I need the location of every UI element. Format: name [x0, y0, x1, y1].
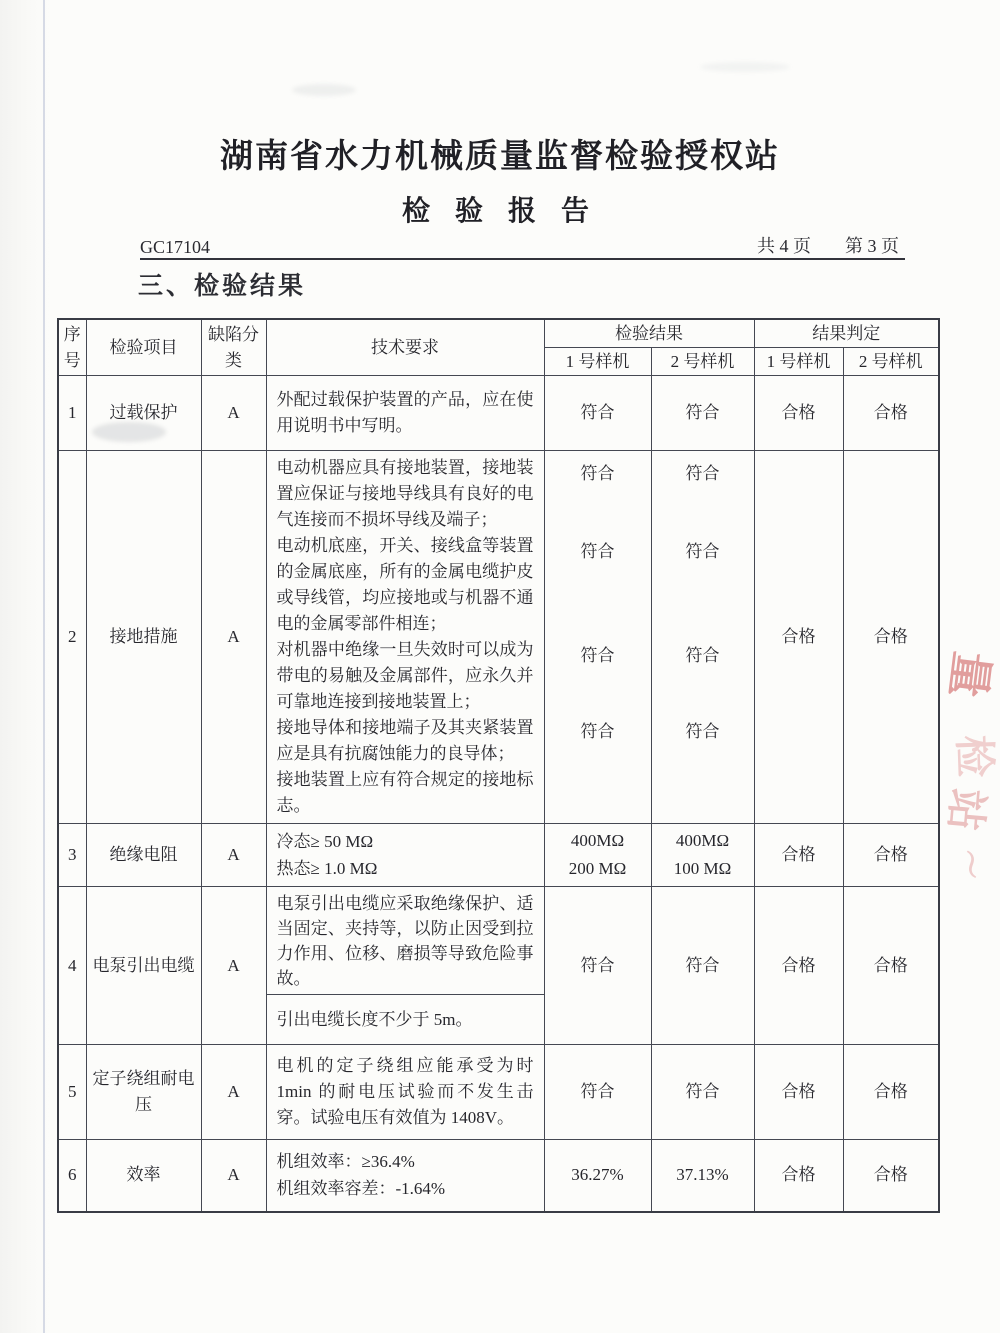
result-mark: 符合	[580, 464, 615, 483]
judge-cell-sample2: 合格	[843, 1045, 939, 1140]
requirement-paragraph: 对机器中绝缘一旦失效时可以成为带电的易触及金属部件，应永久并可靠地连接到接地装置上；	[276, 640, 534, 711]
header-judge-sample1: 1 号样机	[754, 348, 843, 376]
result-cell-sample1	[544, 451, 651, 824]
defect-class-cell: A	[201, 451, 266, 824]
item-cell: 接地措施	[86, 451, 201, 824]
result-cell-sample1: 符合	[544, 1045, 651, 1140]
result-value: 400MΩ	[570, 831, 625, 850]
table-row	[58, 376, 939, 451]
item-cell: 电泵引出电缆	[86, 887, 201, 1045]
inspection-results-table	[57, 318, 940, 1213]
header-result-sample1: 1 号样机	[544, 348, 651, 376]
requirement-cell: 电机的定子绕组应能承受为时 1min 的耐电压试验而不发生击穿。试验电压有效值为 1408V。	[266, 1045, 544, 1140]
header-judgement-group: 结果判定	[754, 319, 939, 348]
requirement-cell: 外配过载保护装置的产品，应在使用说明书中写明。	[266, 376, 544, 451]
current-page: 第 3 页	[845, 236, 899, 256]
header-result-sample2: 2 号样机	[651, 348, 754, 376]
table-row	[58, 824, 939, 887]
defect-class-cell: A	[201, 1140, 266, 1212]
header-judge-sample2: 2 号样机	[843, 348, 939, 376]
org-title: 湖南省水力机械质量监督检验授权站	[220, 139, 780, 175]
header-item: 检验项目	[86, 319, 201, 376]
requirement-line: 机组效率：≥36.4%	[276, 1152, 415, 1172]
defect-class-cell: A	[201, 887, 266, 1045]
result-cell-sample2: 符合	[651, 887, 754, 1045]
section-heading: 三、检验结果	[138, 272, 307, 300]
total-pages: 共 4 页	[757, 236, 811, 256]
judge-cell-sample1: 合格	[754, 1140, 843, 1212]
requirement-line: 冷态≥ 50 MΩ	[276, 832, 374, 851]
requirement-cell	[266, 887, 544, 1045]
report-number-line	[140, 230, 905, 260]
seq-cell: 4	[58, 887, 86, 1045]
judge-cell-sample1: 合格	[754, 376, 843, 451]
seq-cell: 3	[58, 824, 86, 887]
seq-cell: 1	[58, 376, 86, 451]
judge-cell-sample1: 合格	[754, 451, 843, 824]
result-cell-sample1: 符合	[544, 887, 651, 1045]
result-cell-sample1	[544, 824, 651, 887]
result-mark: 符合	[685, 722, 720, 741]
requirement-part: 引出电缆长度不少于 5m。	[276, 1009, 473, 1029]
judge-cell-sample1: 合格	[754, 887, 843, 1045]
result-mark: 符合	[580, 646, 615, 665]
defect-class-cell: A	[201, 376, 266, 451]
seq-cell: 2	[58, 451, 86, 824]
requirement-paragraph: 接地装置上应有符合规定的接地标志。	[276, 770, 534, 815]
requirement-paragraph: 电动机底座，开关、接线盒等装置的金属底座，所有的金属电缆护皮或导线管，均应接地或与机器不通电的金属零部件相连；	[276, 536, 534, 633]
result-mark: 符合	[580, 722, 615, 741]
header-seq: 序号	[58, 319, 86, 376]
header-defect-class: 缺陷分类	[201, 319, 266, 376]
result-cell-sample1: 36.27%	[544, 1140, 651, 1212]
table-row	[58, 887, 939, 1045]
requirement-part: 电泵引出电缆应采取绝缘保护、适当固定、夹持等，以防止因受到拉力作用、位移、磨损等导致危险事故。	[267, 887, 544, 995]
requirement-cell	[266, 824, 544, 887]
red-stamp-fragment: 〜	[950, 846, 989, 883]
result-cell-sample2	[651, 451, 754, 824]
red-stamp-fragment: 检	[949, 734, 997, 778]
result-mark: 符合	[685, 646, 720, 665]
table-row	[58, 1140, 939, 1212]
result-cell-sample2	[651, 824, 754, 887]
header-requirement: 技术要求	[266, 319, 544, 376]
judge-cell-sample1: 合格	[754, 824, 843, 887]
requirement-cell	[266, 451, 544, 824]
judge-cell-sample2: 合格	[843, 1140, 939, 1212]
header-result-group: 检验结果	[544, 319, 754, 348]
table-row	[58, 1045, 939, 1140]
item-cell: 过载保护	[86, 376, 201, 451]
requirement-line: 机组效率容差：-1.64%	[276, 1179, 446, 1199]
judge-cell-sample2: 合格	[843, 376, 939, 451]
result-mark: 符合	[685, 542, 720, 561]
item-cell: 绝缘电阻	[86, 824, 201, 887]
seq-cell: 5	[58, 1045, 86, 1140]
result-cell-sample2: 符合	[651, 1045, 754, 1140]
result-mark: 符合	[685, 464, 720, 483]
item-cell: 效率	[86, 1140, 201, 1212]
table-row	[58, 451, 939, 824]
judge-cell-sample1: 合格	[754, 1045, 843, 1140]
report-number: GC17104	[140, 237, 211, 257]
item-cell: 定子绕组耐电压	[86, 1045, 201, 1140]
page-indicator	[757, 232, 905, 258]
red-stamp-fragment: 站	[940, 786, 990, 833]
result-cell-sample2: 37.13%	[651, 1140, 754, 1212]
requirement-line: 热态≥ 1.0 MΩ	[276, 859, 378, 878]
ink-bleed-smudge	[700, 62, 790, 72]
judge-cell-sample2: 合格	[843, 451, 939, 824]
judge-cell-sample2: 合格	[843, 887, 939, 1045]
report-title: 检 验 报 告	[401, 196, 598, 227]
result-value: 400MΩ	[675, 831, 730, 850]
result-cell-sample1: 符合	[544, 376, 651, 451]
requirement-paragraph: 接地导体和接地端子及其夹紧装置应是具有抗腐蚀能力的良导体；	[276, 718, 534, 763]
seq-cell: 6	[58, 1140, 86, 1212]
ink-bleed-smudge	[292, 84, 356, 96]
judge-cell-sample2: 合格	[843, 824, 939, 887]
table-header	[58, 319, 939, 376]
defect-class-cell: A	[201, 824, 266, 887]
requirement-cell	[266, 1140, 544, 1212]
result-cell-sample2: 符合	[651, 376, 754, 451]
result-mark: 符合	[580, 542, 615, 561]
result-value: 100 MΩ	[673, 859, 732, 878]
requirement-paragraph: 电动机器应具有接地装置，接地装置应保证与接地导线具有良好的电气连接而不损坏导线及端子；	[276, 458, 534, 529]
defect-class-cell: A	[201, 1045, 266, 1140]
red-stamp-fragment: 量	[941, 648, 998, 701]
result-value: 200 MΩ	[568, 859, 627, 878]
